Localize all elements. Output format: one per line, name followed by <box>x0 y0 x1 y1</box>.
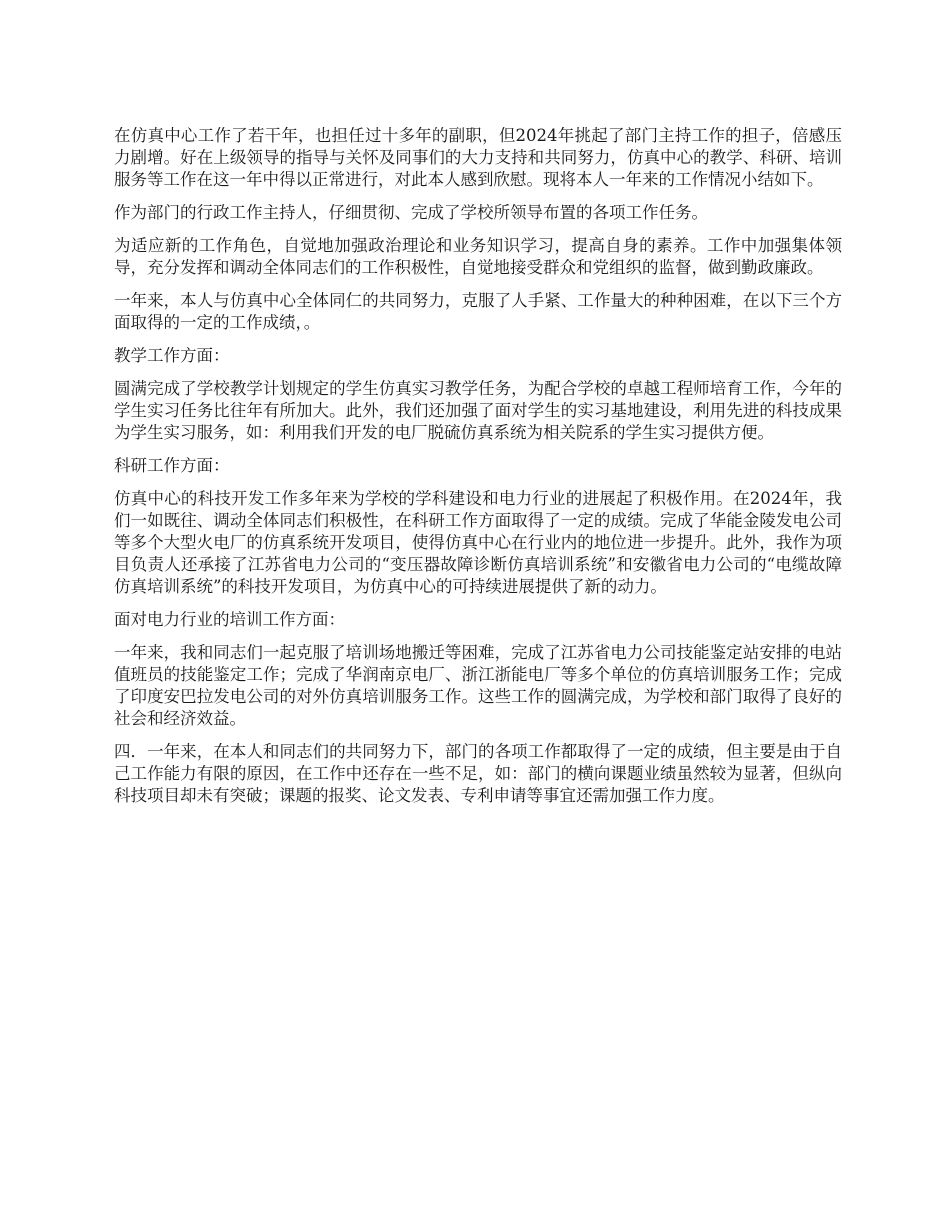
paragraph-teaching: 圆满完成了学校教学计划规定的学生仿真实习教学任务，为配合学校的卓越工程师培育工作，今年的学生实习任务比往年有所加大。此外，我们还加强了面对学生的实习基地建设，利用先进的科技成果为学生实习服务，如：利用我们开发的电厂脱硫仿真系统为相关院系的学生实习提供方便。 <box>114 379 842 442</box>
paragraph-admin-role: 作为部门的行政工作主持人，仔细贯彻、完成了学校所领导布置的各项工作任务。 <box>114 203 708 222</box>
heading-teaching: 教学工作方面： <box>114 346 230 365</box>
paragraph-shortcomings: 四．一年来，在本人和同志们的共同努力下，部门的各项工作都取得了一定的成绩，但主要是由于自己工作能力有限的原因，在工作中还存在一些不足，如：部门的横向课题业绩虽然较为显著，但纵向科技项目却未有突破；课题的报奖、论文发表、专利申请等事宜还需加强工作力度。 <box>114 742 842 805</box>
heading-research: 科研工作方面： <box>114 456 230 475</box>
paragraph-achievements-summary: 一年来，本人与仿真中心全体同仁的共同努力，克服了人手紧、工作量大的种种困难，在以下三个方面取得的一定的工作成绩，。 <box>114 291 842 332</box>
document-body <box>114 125 842 818</box>
heading-training: 面对电力行业的培训工作方面： <box>114 610 345 629</box>
paragraph-research: 仿真中心的科技开发工作多年来为学校的学科建设和电力行业的进展起了积极作用。在2024年，我们一如既往、调动全体同志们积极性，在科研工作方面取得了一定的成绩。完成了华能金陵发电公司等多个大型火电厂的仿真系统开发项目，使得仿真中心在行业内的地位进一步提升。此外，我作为项目负责人还承接了江苏省电力公司的“变压器故障诊断仿真培训系统”和安徽省电力公司的“电缆故障仿真培训系统”的科技开发项目，为仿真中心的可持续进展提供了新的动力。 <box>114 489 842 596</box>
paragraph-self-improvement: 为适应新的工作角色，自觉地加强政治理论和业务知识学习，提高自身的素养。工作中加强集体领导，充分发挥和调动全体同志们的工作积极性，自觉地接受群众和党组织的监督，做到勤政廉政。 <box>114 236 842 277</box>
paragraph-training: 一年来，我和同志们一起克服了培训场地搬迁等困难，完成了江苏省电力公司技能鉴定站安排的电站值班员的技能鉴定工作；完成了华润南京电厂、浙江浙能电厂等多个单位的仿真培训服务工作；完成了印度安巴拉发电公司的对外仿真培训服务工作。这些工作的圆满完成，为学校和部门取得了良好的社会和经济效益。 <box>114 643 842 728</box>
paragraph-intro: 在仿真中心工作了若干年，也担任过十多年的副职，但2024年挑起了部门主持工作的担子，倍感压力剧增。好在上级领导的指导与关怀及同事们的大力支持和共同努力，仿真中心的教学、科研、培训服务等工作在这一年中得以正常进行，对此本人感到欣慰。现将本人一年来的工作情况小结如下。 <box>114 126 842 189</box>
